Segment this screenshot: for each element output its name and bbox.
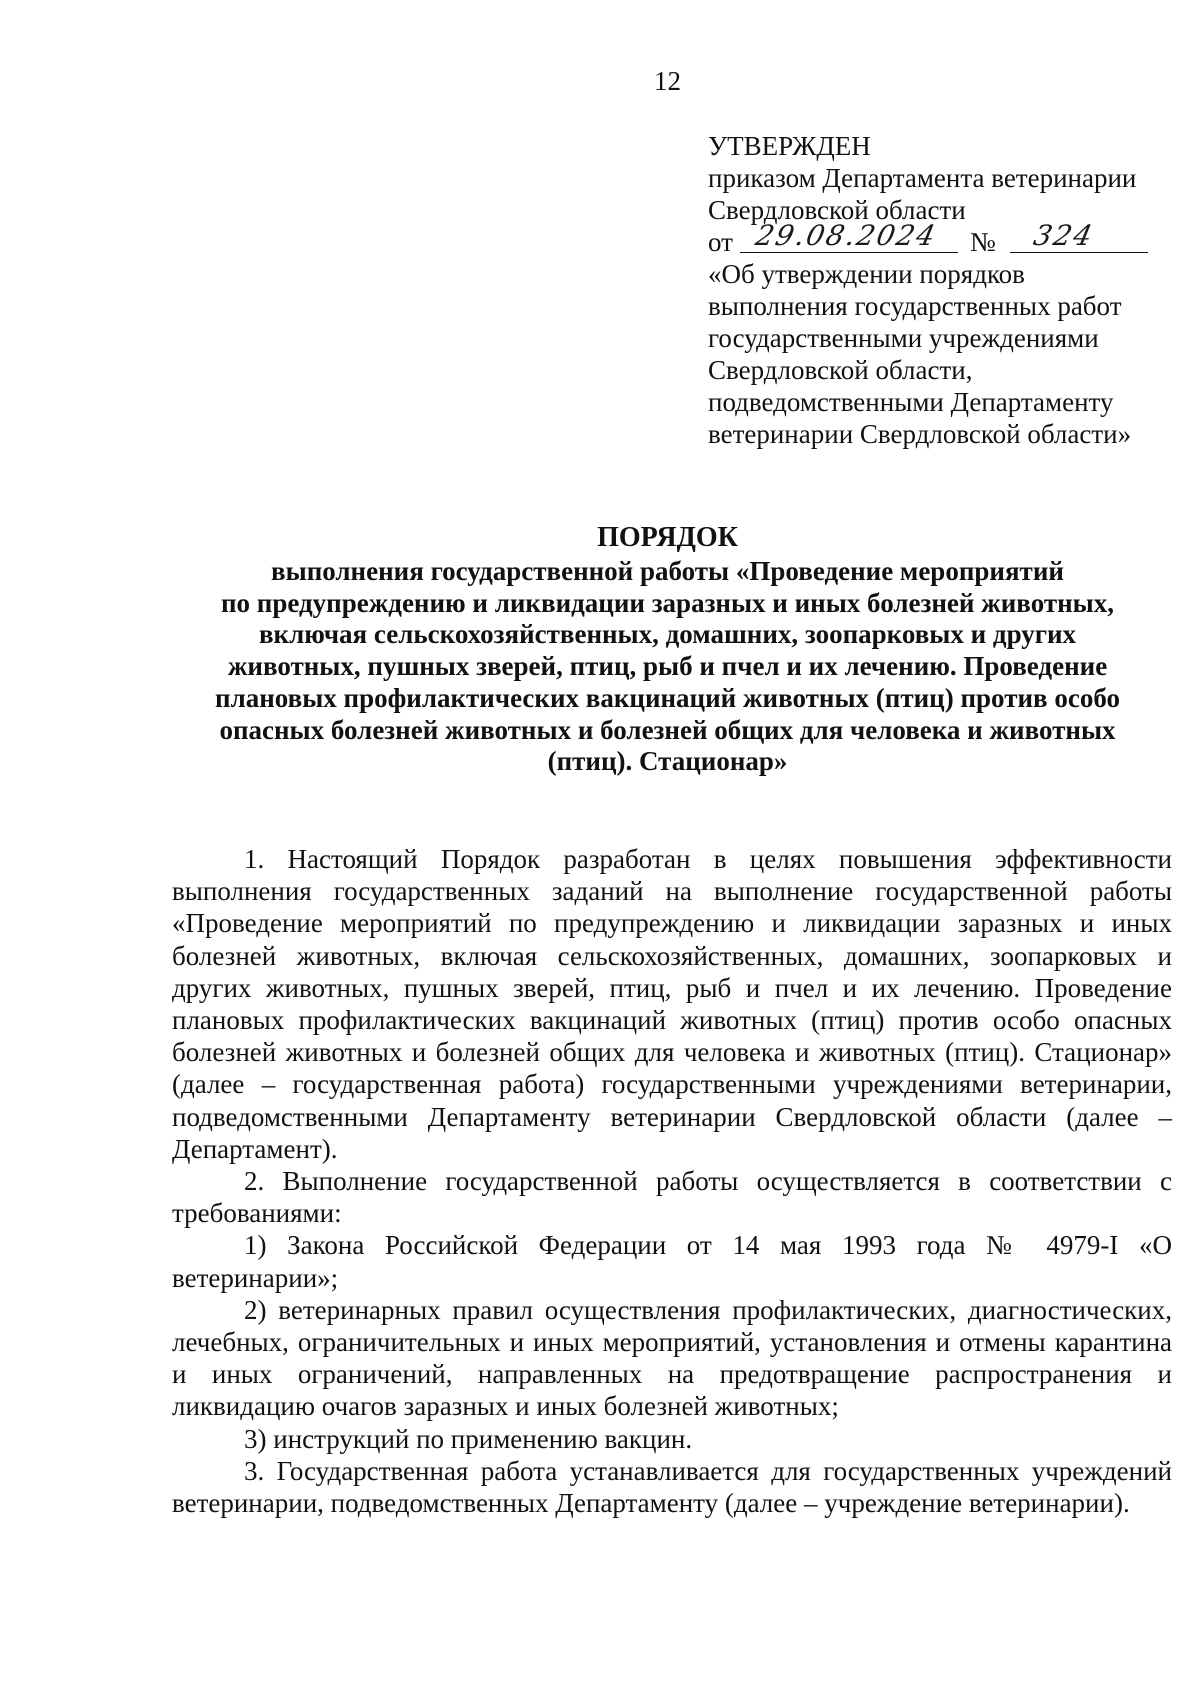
paragraph-2: 2. Выполнение государственной работы осуществляется в соответствии с требованиями: [172,1166,1172,1229]
document-title [170,520,1165,778]
approval-subject-line: подведомственными Департаменту [708,387,1114,417]
approval-block [708,130,1168,450]
approval-subject-line: «Об утверждении порядков [708,259,1025,289]
date-prefix: от [708,227,733,257]
approval-stamp: УТВЕРЖДЕН [708,131,871,161]
title-heading: ПОРЯДОК [597,522,738,553]
number-prefix: № [970,227,996,257]
approval-subject-line: Свердловской области, [708,355,973,385]
handwritten-number: 324 [1030,219,1098,252]
approval-subject-line: ветеринарии Свердловской области» [708,419,1132,449]
date-blank [740,219,958,253]
title-line: включая сельскохозяйственных, домашних, зоопарковых и других [258,619,1077,650]
approval-subject-line: выполнения государственных работ [708,291,1122,321]
paragraph-3: 3. Государственная работа устанавливается для государственных учреждений ветеринарии, подведомственных Департаменту (далее – учреждение ветеринарии). [172,1455,1172,1519]
approval-by-line-1: приказом Департамента ветеринарии [708,163,1137,193]
approval-subject-line: государственными учреждениями [708,323,1099,353]
title-line: по предупреждению и ликвидации заразных и иных болезней животных, [220,587,1115,618]
approval-by-line-2: Свердловской области [708,195,966,225]
title-line: (птиц). Стационар» [547,746,788,777]
paragraph-2-item-2: 2) ветеринарных правил осуществления профилактических, диагностических, лечебных, ограничительных и иных мероприятий, установления и отмены карантина и иных ограничений, направленных на предотвращение распространения и ликвидацию очагов заразных и иных болезней животных; [172,1294,1172,1422]
paragraph-2-item-3: 3) инструкций по применению вакцин. [244,1423,693,1454]
title-line: опасных болезней животных и болезней общих для человека и животных [219,714,1116,745]
number-blank [1010,219,1148,253]
order-date-number-line [708,219,1168,258]
title-line: плановых профилактических вакцинаций животных (птиц) против особо [215,682,1120,713]
document-body [172,843,1172,1519]
title-line: выполнения государственной работы «Проведение мероприятий [271,556,1064,586]
title-line: животных, пушных зверей, птиц, рыб и пчел и их лечению. Проведение [227,651,1108,682]
handwritten-date: 29.08.2024 [752,219,940,252]
paragraph-1: 1. Настоящий Порядок разработан в целях повышения эффективности выполнения государственных заданий на выполнение государственной работы «Проведение мероприятий по предупреждению и ликвидации заразных и иных болезней животных, включая сельскохозяйственных, домашних, зоопарковых и других животных, пушных зверей, птиц, рыб и пчел и их лечению. Проведение плановых профилактических вакцинаций животных (птиц) против особо опасных болезней животных и болезней общих для человека и животных (птиц). Стационар» (далее – государственная работа) государственными учреждениями ветеринарии, подведомственными Департаменту ветеринарии Свердловской области (далее – Департамент). [172,844,1172,1164]
page-number: 12 [654,66,681,96]
paragraph-2-item-1: 1) Закона Российской Федерации от 14 мая 1993 года № 4979-I «О ветеринарии»; [172,1230,1172,1293]
